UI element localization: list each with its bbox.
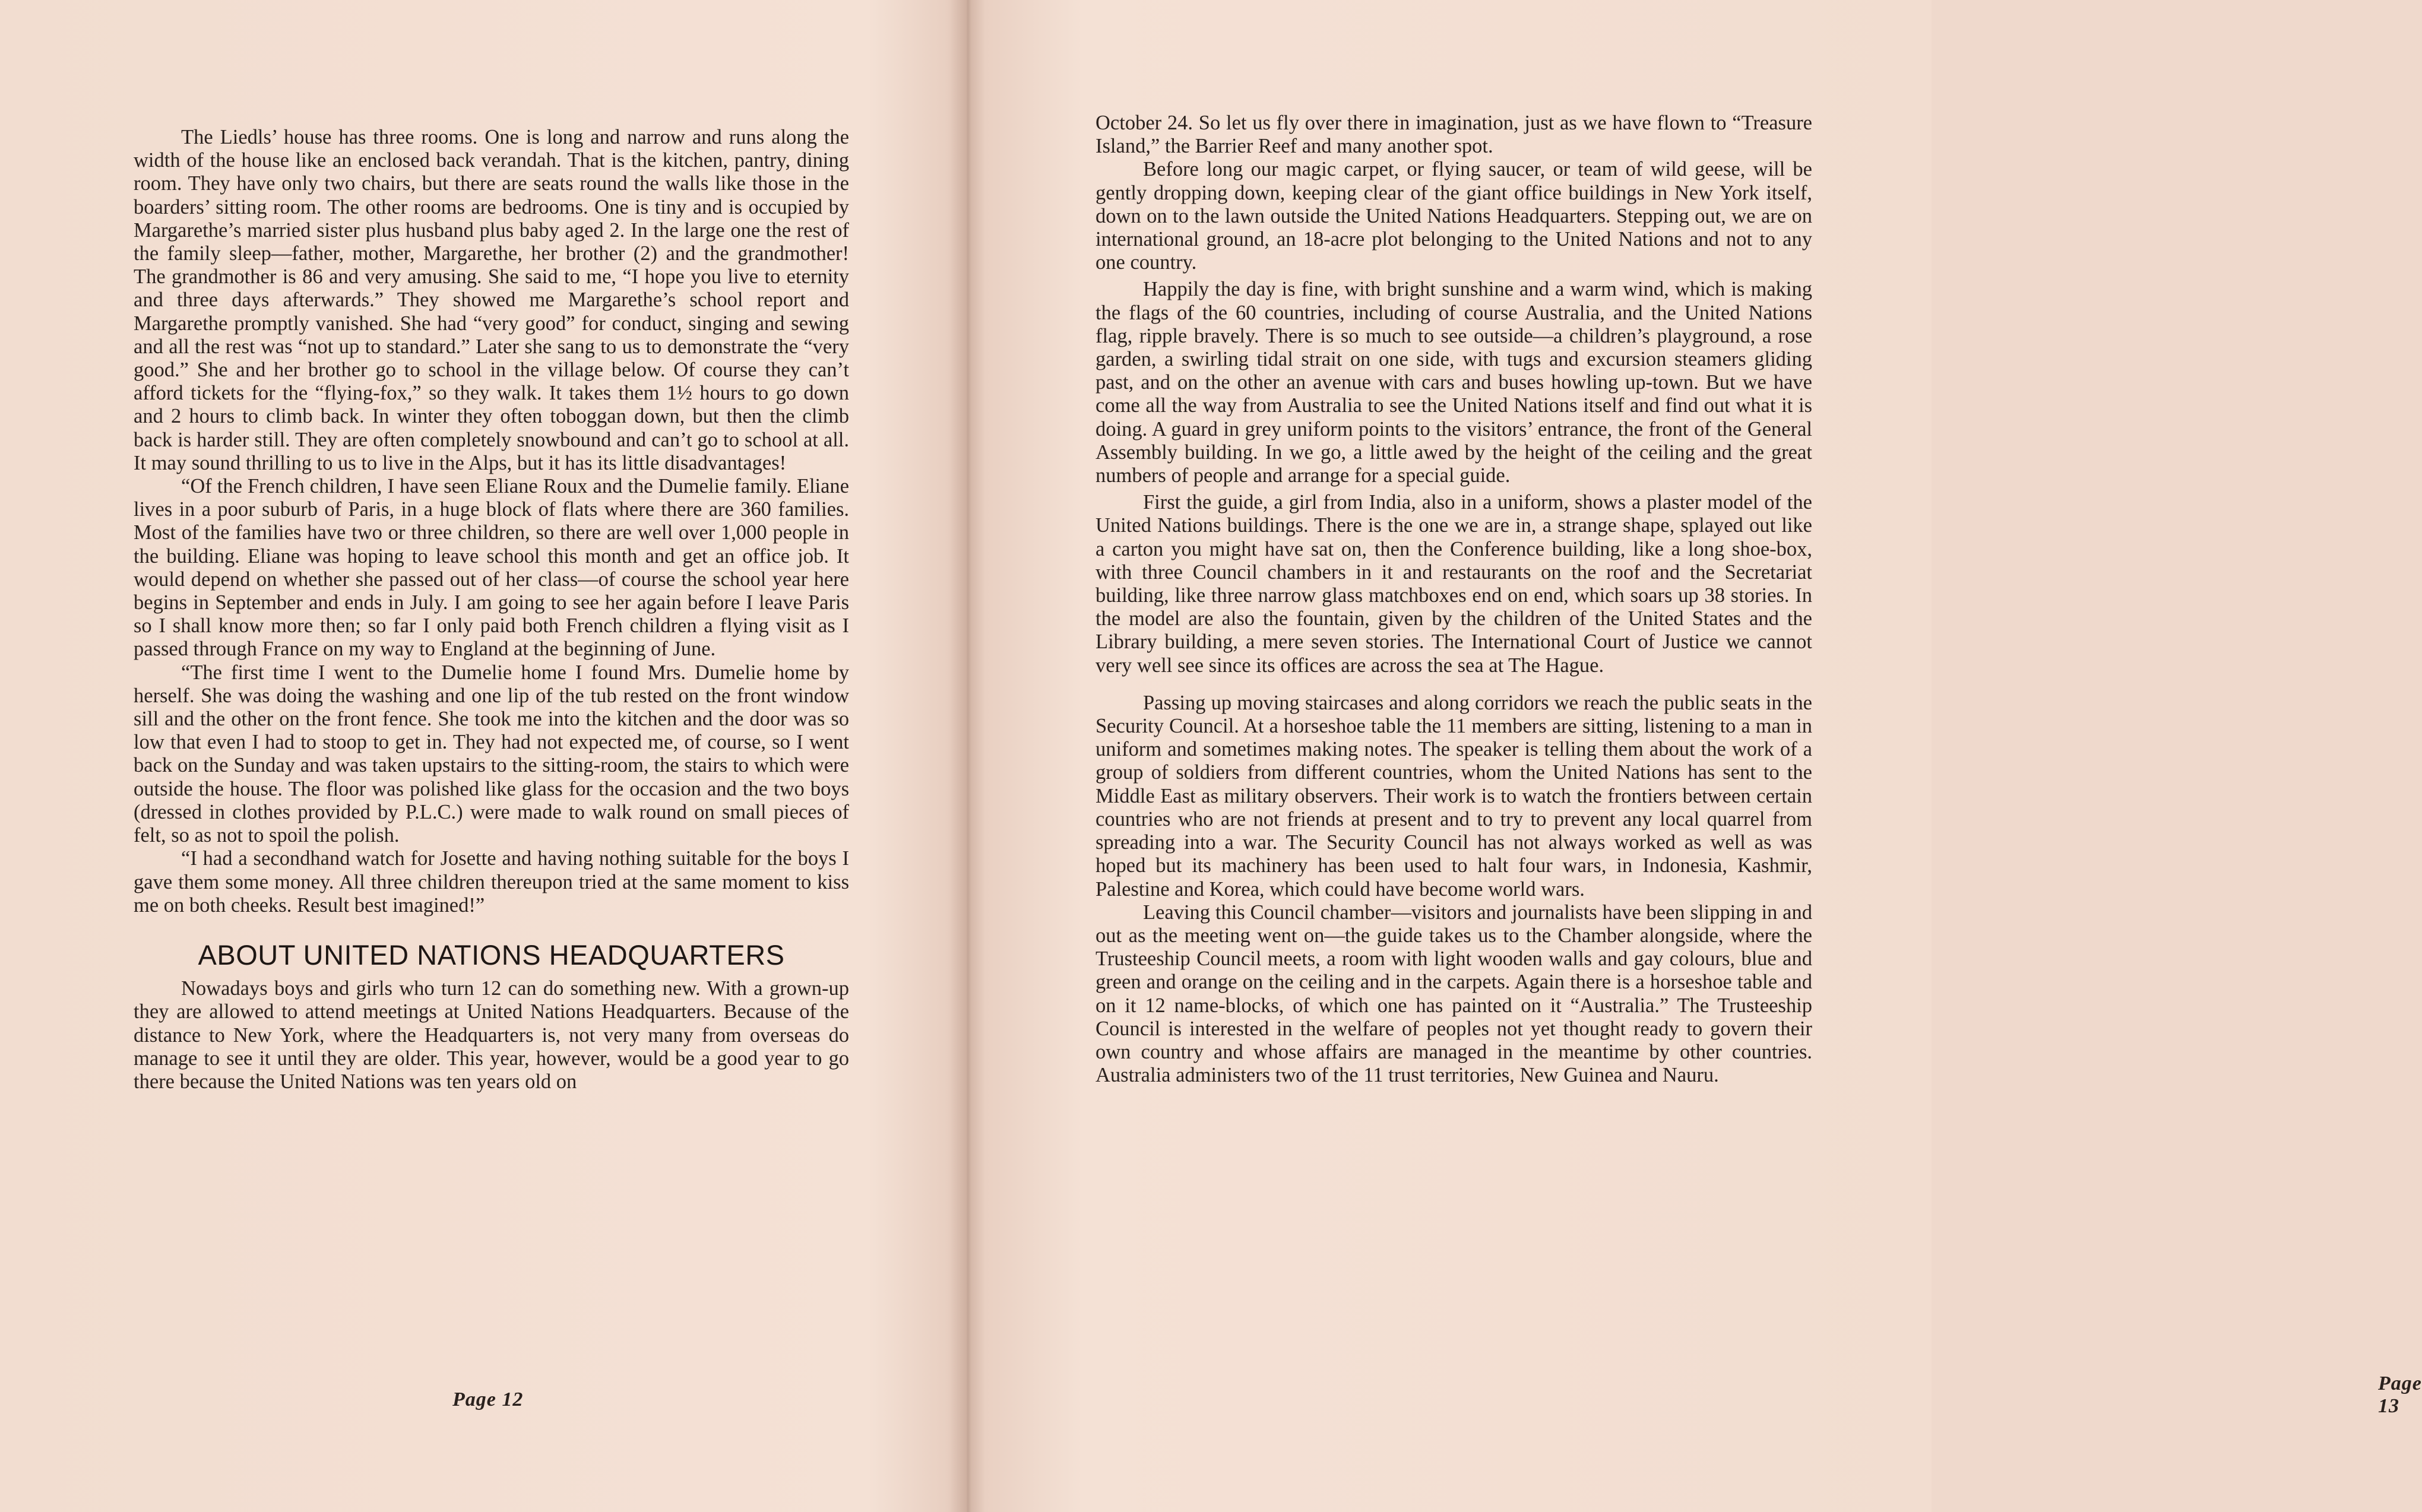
paragraph-magic-carpet: Before long our magic carpet, or flying saucer, or team of wild geese, will be gently dropping down, keeping clear of the giant office buildings in New York itself, down on to the lawn outside the United Nations Headquarters. Stepping out, we are on international ground, an 18-acre plot belonging to the United Nations and not to any one country. [1096, 158, 1812, 274]
section-heading-un-headquarters: ABOUT UNITED NATIONS HEADQUARTERS [198, 939, 785, 971]
page-number-left: Page 12 [452, 1389, 524, 1410]
right-text-column [1096, 112, 1812, 1087]
page-number-right: Page 13 [2378, 1372, 2422, 1417]
paragraph-trusteeship-council: Leaving this Council chamber—visitors and journalists have been slipping in and out as the meeting went on—the guide takes us to the Chamber alongside, where the Trusteeship Council meets, a room with light wooden walls and gay colours, blue and green and orange on the ceiling and in the carpets. Again there is a horseshoe table and on it 12 name-blocks, of which one has painted on it “Australia.” The Trusteeship Council is interested in the welfare of peoples not yet thought ready to govern their own country and whose affairs are managed in the meantime by other countries. Australia administers two of the 11 trust territories, New Guinea and Nauru. [1096, 901, 1812, 1087]
paragraph-dumelie-home: “The first time I went to the Dumelie home I found Mrs. Dumelie home by herself. She was doing the washing and one lip of the tub rested on the front window sill and the other on the front fence. She took me into the kitchen and the door was so low that even I had to stoop to get in. They had not expected me, of course, so I went back on the Sunday and was taken upstairs to the sitting-room, the stairs to which were outside the house. The floor was polished like glass for the occasion and the two boys (dressed in clothes provided by P.L.C.) were made to walk round on small pieces of felt, so as not to spoil the polish. [134, 661, 849, 847]
paragraph-secondhand-watch: “I had a secondhand watch for Josette and having nothing suitable for the boys I gave them some money. All three children thereupon tried at the same moment to kiss me on both cheeks. Result best imagined!” [134, 847, 849, 917]
paragraph-french-children: “Of the French children, I have seen Eliane Roux and the Dumelie family. Eliane lives in a poor suburb of Paris, in a huge block of flats where there are 360 families. Most of the families have two or three children, so there are well over 1,000 people in the building. Eliane was hoping to leave school this month and get an office job. It would depend on whether she passed out of her class—of course the school year here begins in September and ends in July. I am going to see her again before I leave Paris so I shall know more then; so far I only paid both French children a flying visit as I passed through France on my way to England at the beginning of June. [134, 475, 849, 661]
paragraph-security-council: Passing up moving staircases and along corridors we reach the public seats in the Security Council. At a horseshoe table the 11 members are sitting, listening to a man in uniform and sometimes making notes. The speaker is telling them about the work of a group of soldiers from different countries, whom the United Nations has sent to the Middle East as military observers. Their work is to watch the frontiers between certain countries who are not friends at present and to try to prevent any local quarrel from spreading into a war. The Security Council has not always worked as well as was hoped but its machinery has been used to halt four wars, in Indonesia, Kashmir, Palestine and Korea, which could have become world wars. [1096, 691, 1812, 901]
paragraph-guide-model: First the guide, a girl from India, also in a uniform, shows a plaster model of the United Nations buildings. There is the one we are in, a strange shape, splayed out like a carton you might have sat on, then the Conference building, like a long shoe-box, with three Council chambers in it and restaurants on the roof and the Secretariat building, like three narrow glass matchboxes end on end, which soars up 38 stories. In the model are also the fountain, given by the children of the United States and the Library building, a mere seven stories. The International Court of Justice we cannot very well see since its offices are across the sea at The Hague. [1096, 491, 1812, 677]
left-text-column [134, 126, 849, 1093]
paragraph-day-is-fine: Happily the day is fine, with bright sunshine and a warm wind, which is making the flags of the 60 countries, including of course Australia, and the United Nations flag, ripple bravely. There is so much to see outside—a children’s playground, a rose garden, a swirling tidal strait on one side, with tugs and excursion steamers gliding past, and on the other an avenue with cars and buses howling up-town. But we have come all the way from Australia to see the United Nations itself and find out what it is doing. A guard in grey uniform points to the visitors’ entrance, the front of the General Assembly building. In we go, a little awed by the height of the ceiling and the great numbers of people and arrange for a special guide. [1096, 278, 1812, 487]
paragraph-liedl-house: The Liedls’ house has three rooms. One is long and narrow and runs along the width of the house like an enclosed back verandah. That is the kitchen, pantry, dining room. They have only two chairs, but there are seats round the walls like those in the boarders’ sitting room. The other rooms are bedrooms. One is tiny and is occupied by Margarethe’s married sister plus husband plus baby aged 2. In the large one the rest of the family sleep—father, mother, Margarethe, her brother (2) and the grandmother! The grandmother is 86 and very amusing. She said to me, “I hope you live to eternity and three days afterwards.” They showed me Margarethe’s school report and Margarethe promptly vanished. She had “very good” for conduct, singing and sewing and all the rest was “not up to standard.” Later she sang to us to demonstrate the “very good.” She and her brother go to school in the village below. Of course they can’t afford tickets for the “flying-fox,” so they walk. It takes them 1½ hours to go down and 2 hours to climb back. In winter they often toboggan down, but then the climb back is harder still. They are often completely snowbound and can’t go to school at all. It may sound thrilling to us to live in the Alps, but it has its little disadvantages! [134, 126, 849, 474]
paragraph-nowadays: Nowadays boys and girls who turn 12 can do something new. With a grown-up they are allowed to attend meetings at United Nations Headquarters. Because of the distance to New York, where the Headquarters is, not very many from overseas do manage to see it until they are older. This year, however, would be a good year to go there because the United Nations was ten years old on [134, 977, 849, 1093]
right-page [970, 0, 2422, 1512]
paragraph-continued-october: October 24. So let us fly over there in imagination, just as we have flown to “Treasure Island,” the Barrier Reef and many another spot. [1096, 112, 1812, 158]
left-page [0, 0, 962, 1512]
